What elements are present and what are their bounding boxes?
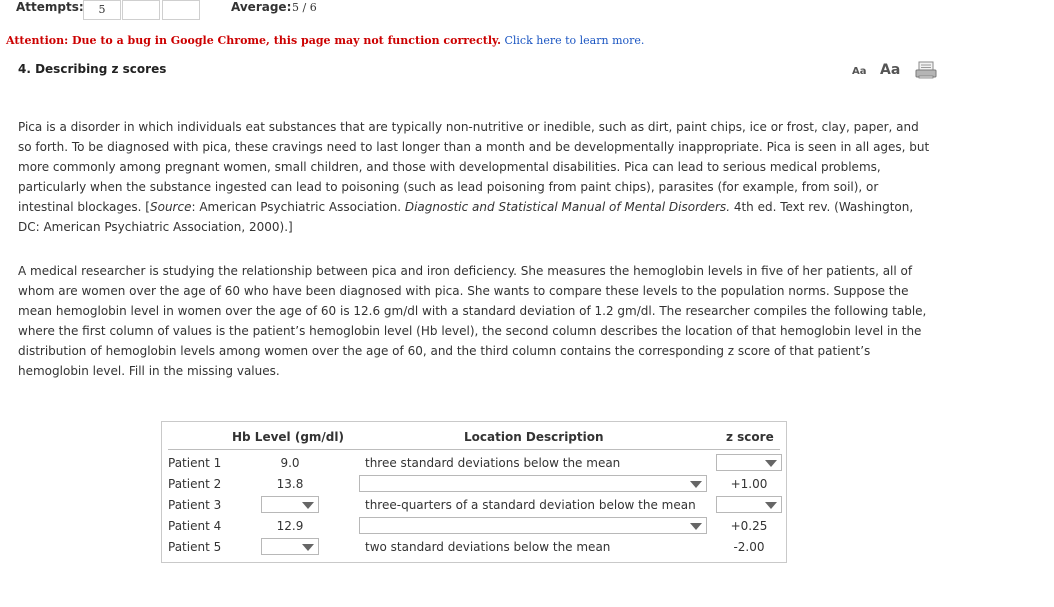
increase-text-size-button[interactable]: Aa xyxy=(880,62,901,78)
hb-value: 9.0 xyxy=(280,456,300,470)
hb-level-dropdown[interactable] xyxy=(261,496,319,513)
header-hb-level: Hb Level (gm/dl) xyxy=(232,430,344,444)
z-score-dropdown[interactable] xyxy=(716,496,782,513)
decrease-text-size-button[interactable]: Aa xyxy=(852,66,867,77)
hb-value: 13.8 xyxy=(276,477,304,491)
chrome-warning: Attention: Due to a bug in Google Chrome, this page may not function correctly. xyxy=(6,34,501,47)
hb-value: 12.9 xyxy=(276,519,304,533)
location-text: two standard deviations below the mean xyxy=(365,540,611,554)
question-title: 4. Describing z scores xyxy=(18,62,167,76)
chevron-down-icon xyxy=(765,460,777,467)
average-value: 5 / 6 xyxy=(292,1,317,14)
patient-label: Patient 5 xyxy=(168,540,222,554)
patient-label: Patient 4 xyxy=(168,519,222,533)
location-text: three-quarters of a standard deviation below the mean xyxy=(365,498,696,512)
source-label: Source xyxy=(149,200,192,214)
study-description: A medical researcher is studying the relationship between pica and iron deficiency. She measures the hemoglobin levels in five of her patients, all of whom are women over the age of 60 who have been diagnosed with pica. She wants to compare these levels to the population norms. Suppose the mean hemoglobin level in women over the age of 60 is 12.6 gm/dl with a standard deviation of 1.2 gm/dl. The researcher compiles the following table, where the first column of values is the patient’s hemoglobin level (Hb level), the second column describes the location of that hemoglobin level in the distribution of hemoglobin levels among women over the age of 60, and the third column contains the corresponding z score of that patient’s hemoglobin level. Fill in the missing values. xyxy=(18,264,927,378)
header-location: Location Description xyxy=(464,430,604,444)
attempts-bar xyxy=(0,0,1054,22)
location-dropdown[interactable] xyxy=(359,475,707,492)
chevron-down-icon xyxy=(302,544,314,551)
average-label: Average: xyxy=(231,0,292,14)
print-icon[interactable] xyxy=(915,61,937,79)
z-score-value: -2.00 xyxy=(733,540,765,554)
attempt-box-1: 5 xyxy=(83,0,121,20)
location-text: three standard deviations below the mean xyxy=(365,456,621,470)
attempt-box-3 xyxy=(162,0,200,20)
z-score-dropdown[interactable] xyxy=(716,454,782,471)
patient-label: Patient 1 xyxy=(168,456,222,470)
location-dropdown[interactable] xyxy=(359,517,707,534)
header-divider xyxy=(168,449,780,450)
z-score-table xyxy=(161,421,787,563)
chevron-down-icon xyxy=(690,481,702,488)
attempts-label: Attempts: xyxy=(16,0,84,14)
patient-label: Patient 3 xyxy=(168,498,222,512)
chevron-down-icon xyxy=(302,502,314,509)
pica-description: Pica is a disorder in which individuals eat substances that are typically non-nutritive or inedible, such as dirt, paint chips, ice or frost, clay, paper, and so forth. To be diagnosed with pica, these cravings need to last longer than a month and be developmentally inappropriate. Pica is seen in all ages, but more commonly among pregnant women, small children, and those with developmental disabilities. Pica can lead to serious medical problems, particularly when the substance ingested can lead to poisoning (such as lead poisoning from paint chips), parasites (for example, from soil), or intestinal blockages. [Source: American Psychiatric Association. Diagnostic and Statistical Manual of Mental Disorders. 4th ed. Text rev. (Washington, DC: American Psychiatric Association, 2000).] xyxy=(18,120,930,234)
learn-more-link[interactable]: Click here to learn more. xyxy=(504,34,645,47)
book-title: Diagnostic and Statistical Manual of Mental Disorders. xyxy=(404,200,731,214)
header-z-score: z score xyxy=(726,430,774,444)
chevron-down-icon xyxy=(690,523,702,530)
patient-label: Patient 2 xyxy=(168,477,222,491)
attempt-box-2 xyxy=(122,0,160,20)
text-tools xyxy=(852,60,942,82)
z-score-value: +1.00 xyxy=(730,477,768,491)
attention-banner xyxy=(6,34,644,47)
hb-level-dropdown[interactable] xyxy=(261,538,319,555)
z-score-value: +0.25 xyxy=(730,519,768,533)
chevron-down-icon xyxy=(765,502,777,509)
